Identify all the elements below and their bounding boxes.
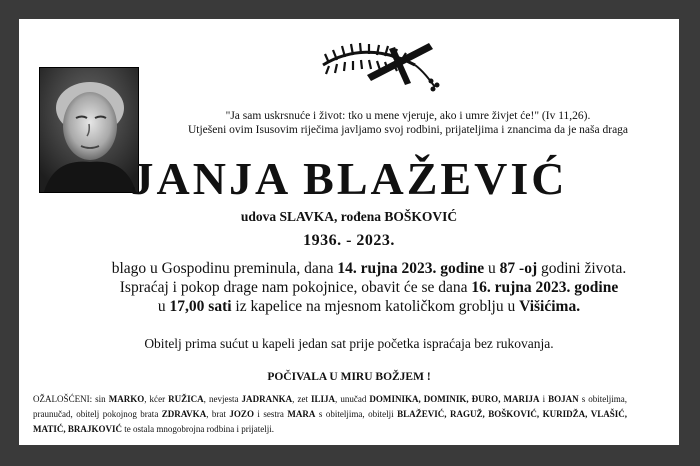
deceased-name: JANJA BLAŽEVIĆ [130,153,568,204]
funeral-time-text: u [157,298,170,315]
mourners-text: , zet [292,394,311,405]
mourner-name: MARKO [108,394,145,405]
bible-quote: "Ja sam uskrsnuće i život: tko u mene vjeruje, ako i umre živjet će!" (Iv 11,26). [225,110,591,122]
mourners-list [33,392,627,437]
funeral-time-text: iz kapelice na mjesnom katoličkom groblju u [231,298,520,315]
mourner-name: BLAŽEVIĆ, RAGUŽ, BOŠKOVIĆ, KURIDŽA, VLAŠIĆ, MATIĆ, BRAJKOVIĆ [33,409,628,435]
mourner-name: ZDRAVKA [161,409,207,420]
funeral-line-text: Ispraćaj i pokop drage nam pokojnice, obavit će se dana [119,279,472,296]
obituary-notice [19,19,679,445]
funeral-line [39,278,699,297]
death-line [39,259,699,278]
quote-block [137,109,679,137]
death-date: 14. rujna 2023. godine [337,260,485,277]
mourners-text: i [539,394,549,405]
cross-with-palm-icon [319,35,449,97]
mourner-name: RUŽICA [168,394,204,405]
mourner-name: JADRANKA [241,394,293,405]
mourners-text: OŽALOŠĆENI: sin [33,394,109,405]
mourner-name: MARA [287,409,316,420]
mourner-name: JOZO [229,409,254,420]
funeral-place: Višićima. [519,298,581,315]
mourner-name: ILIJA [310,394,336,405]
mourners-text: te ostala mnogobrojna rodbina i prijatelji. [122,424,275,435]
death-line-text: u [484,260,500,277]
mourners-text: i sestra [253,409,288,420]
mourners-text: , brat [206,409,230,420]
funeral-date: 16. rujna 2023. godine [471,279,619,296]
funeral-time-line [39,297,699,316]
intro-text: Utješeni ovim Isusovim riječima javljamo svoj rodbini, prijateljima i znancima da je naša draga [187,124,629,136]
funeral-details [39,259,699,316]
mourners-text: , kćer [144,394,169,405]
life-years: 1936. - 2023. [303,232,395,249]
condolence-note: Obitelj prima sućut u kapeli jedan sat prije početka ispraćaja bez rukovanja. [144,336,554,351]
death-age: 87 -oj [499,260,538,277]
death-line-text: godini života. [537,260,627,277]
rest-in-peace: POČIVALA U MIRU BOŽJEM ! [267,371,431,383]
mourners-text: s obiteljima, obitelji [315,409,398,420]
mourner-name: BOJAN [548,394,579,405]
mourners-text: , unučad [335,394,370,405]
mourners-text: , nevjesta [203,394,242,405]
funeral-time: 17,00 sati [169,298,232,315]
death-line-text: blago u Gospodinu preminula, dana [111,260,338,277]
mourner-name: DOMINIKA, DOMINIK, ĐURO, MARIJA [369,394,540,405]
deceased-subtitle: udova SLAVKA, rođena BOŠKOVIĆ [240,209,458,224]
mourners-text: s obiteljima, praunučad, obitelj pokojnog brata [33,394,628,420]
